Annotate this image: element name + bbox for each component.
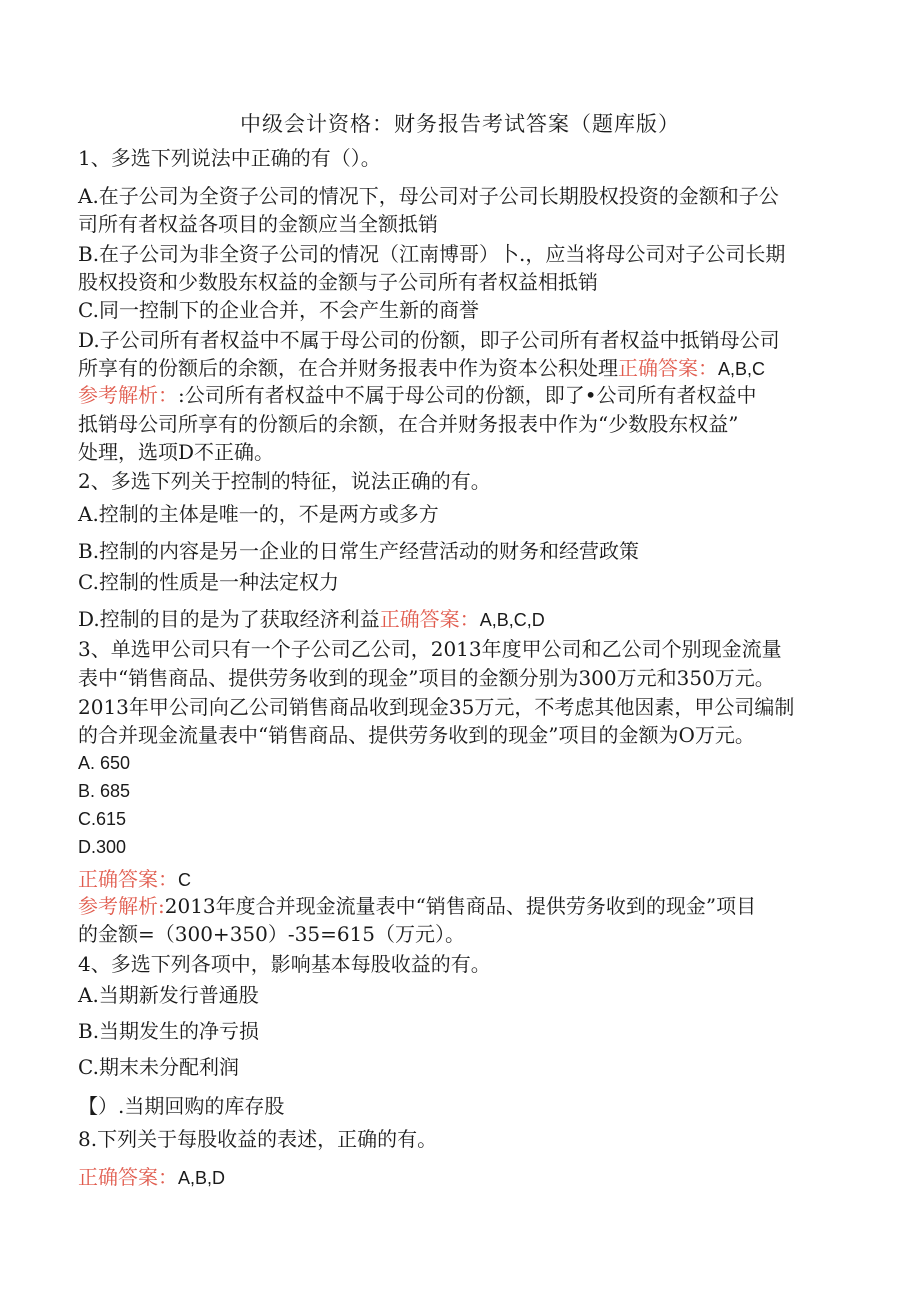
q1-option-d-text: 所享有的份额后的余额，在合并财务报表中作为资本公积处理 — [78, 356, 618, 380]
q3-stem-line4: 的合并现金流量表中“销售商品、提供劳务收到的现金”项目的金额为O万元。 — [78, 723, 755, 747]
q3-option-b: B. 685 — [78, 781, 131, 801]
q1-option-a-line2: 司所有者权益各项目的金额应当全额抵销 — [78, 212, 438, 236]
q3-option-a: A. 650 — [78, 753, 131, 773]
q2-option-a: A.控制的主体是唯一的，不是两方或多方 — [78, 502, 439, 526]
q4-option-a: A.当期新发行普通股 — [78, 983, 259, 1007]
q4-stem: 4、多选下列各项中，影响基本每股收益的有。 — [78, 952, 491, 976]
q1-option-b-line2: 股权投资和少数股东权益的金额与子公司所有者权益相抵销 — [78, 270, 598, 294]
q1-option-a-line1: A.在子公司为全资子公司的情况下，母公司对子公司长期股权投资的金额和子公 — [78, 184, 779, 208]
q2-option-c: C.控制的性质是一种法定权力 — [78, 570, 339, 594]
q3-stem-line2: 表中“销售商品、提供劳务收到的现金”项目的金额分别为300万元和350万元。 — [78, 666, 775, 690]
q2-stem: 2、多选下列关于控制的特征，说法正确的有。 — [78, 469, 491, 493]
q2-option-d-text: D.控制的目的是为了获取经济利益 — [78, 607, 380, 631]
q5-answer-label: 正确答案： — [78, 1165, 178, 1189]
q3-stem-line1: 3、单选甲公司只有一个子公司乙公司，2013年度甲公司和乙公司个别现金流量 — [78, 637, 782, 661]
q2-answer-label: 正确答案： — [379, 607, 480, 631]
q3-analysis-label: 参考解析: — [78, 894, 165, 918]
q1-option-d-line1: D.子公司所有者权益中不属于母公司的份额，即子公司所有者权益中抵销母公司 — [78, 328, 780, 352]
q3-analysis-line1 — [78, 891, 838, 921]
q1-answer: A,B,C — [718, 359, 766, 379]
q5-answer-line — [78, 1162, 838, 1193]
q1-analysis-line1 — [78, 380, 838, 410]
q3-stem-line3: 2013年甲公司向乙公司销售商品收到现金35万元，不考虑其他因素，甲公司编制 — [78, 695, 795, 719]
q5-stem: 8.下列关于每股收益的表述，正确的有。 — [78, 1127, 438, 1151]
q1-analysis-line2: 抵销母公司所享有的份额后的余额，在合并财务报表中作为“少数股东权益” — [78, 412, 739, 436]
q3-analysis-line2: 的金额=（300+350）-35=615（万元）。 — [78, 922, 466, 946]
q3-analysis-text: 2013年度合并现金流量表中“销售商品、提供劳务收到的现金”项目 — [164, 894, 757, 918]
q2-answer: A,B,C,D — [479, 610, 545, 630]
q1-answer-label: 正确答案： — [618, 356, 718, 380]
q3-answer-label: 正确答案： — [78, 867, 178, 891]
q1-option-c: C.同一控制下的企业合并，不会产生新的商誉 — [78, 298, 479, 322]
q1-analysis-line3: 处理，选项D不正确。 — [78, 440, 275, 464]
q3-option-d: D.300 — [78, 837, 127, 857]
page-title: 中级会计资格：财务报告考试答案（题库版） — [240, 112, 680, 136]
q4-option-b: B.当期发生的净亏损 — [78, 1019, 260, 1043]
q5-answer: A,B,D — [178, 1168, 226, 1188]
q2-option-b: B.控制的内容是另一企业的日常生产经营活动的财务和经营政策 — [78, 539, 640, 563]
q2-option-d — [78, 604, 838, 635]
q4-option-c: C.期末未分配利润 — [78, 1055, 239, 1079]
q3-option-c: C.615 — [78, 809, 127, 829]
q1-analysis-label: 参考解析： — [78, 383, 178, 407]
q1-analysis-text: :公司所有者权益中不属于母公司的份额，即了•公司所有者权益中 — [178, 383, 757, 407]
q4-option-d: 【）.当期回购的库存股 — [78, 1094, 285, 1118]
q1-option-b-line1: B.在子公司为非全资子公司的情况（江南博哥）卜.，应当将母公司对子公司长期 — [78, 242, 786, 266]
q1-stem: 1、多选下列说法中正确的有（）。 — [78, 146, 381, 170]
q3-answer: C — [178, 870, 191, 890]
